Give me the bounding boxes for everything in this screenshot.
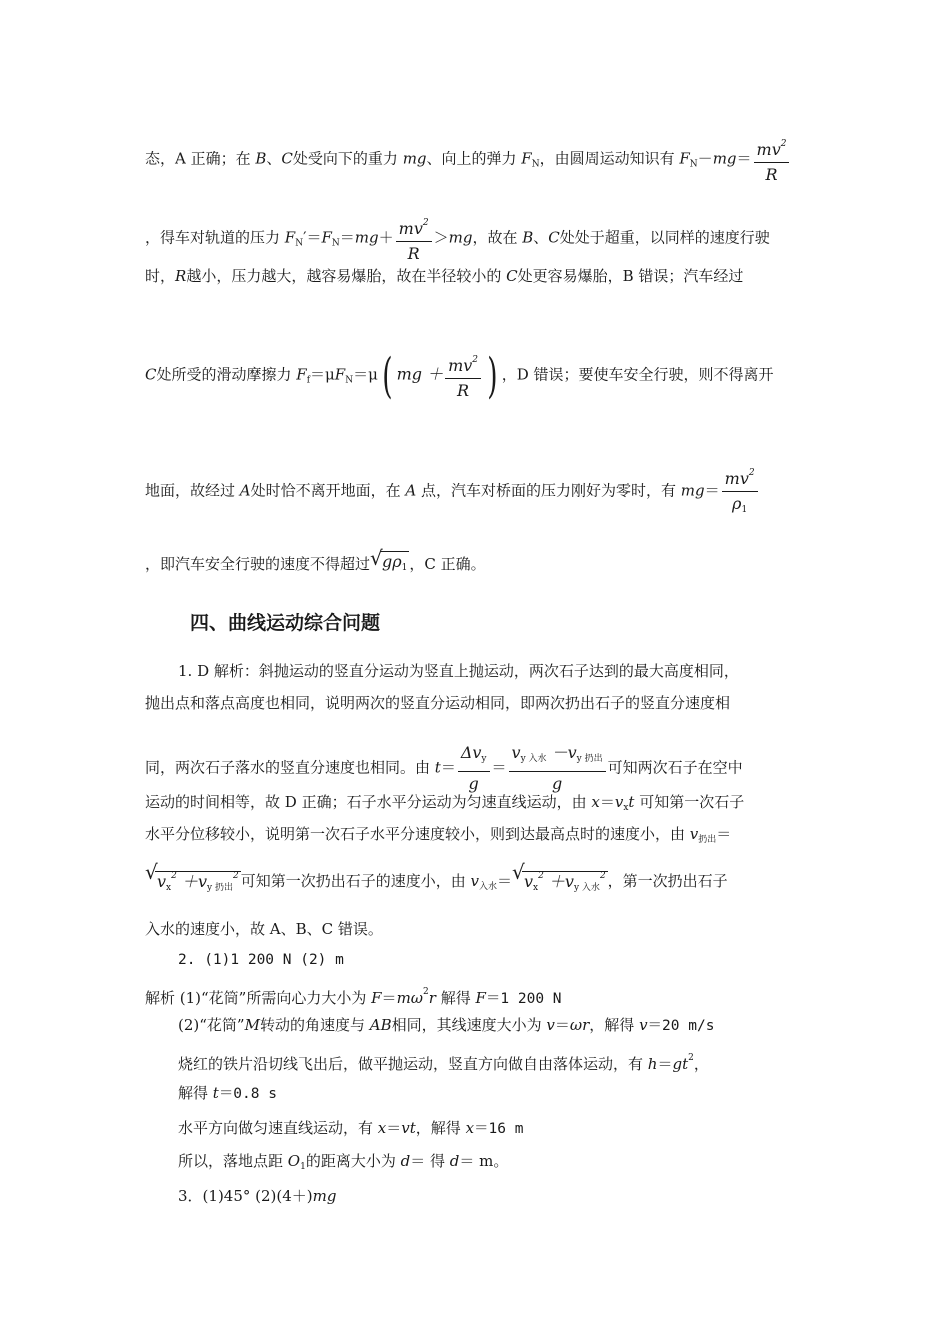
fraction (509, 743, 606, 794)
text-line-2 (145, 213, 770, 264)
q1-line-1 (178, 661, 739, 681)
var: t (628, 793, 635, 811)
var: M (244, 1016, 260, 1034)
subscript: N (531, 159, 540, 170)
subscript: 1 (741, 505, 748, 515)
q2-line-2 (145, 982, 562, 1009)
var: R (175, 267, 187, 285)
var: x (591, 793, 600, 811)
text: ′＝ (303, 228, 322, 247)
var: F (284, 228, 296, 247)
var: t (434, 758, 441, 777)
subscript: x (533, 883, 539, 893)
text: ，C 正确。 (409, 555, 486, 573)
var: B (255, 149, 267, 168)
text: ＋ (378, 228, 394, 247)
denominator: R (457, 381, 470, 400)
text: 可知第一次扔出石子的速度小，由 (240, 872, 471, 890)
var: mg (712, 149, 737, 168)
text: 烧红的铁片沿切线飞出后，做平抛运动，竖直方向做自由落体运动，有 (178, 1055, 648, 1073)
superscript: 2 (423, 987, 429, 997)
text: ＝ (716, 825, 732, 843)
var: r (428, 989, 436, 1007)
text: ，得车对轨道的压力 (145, 228, 285, 247)
denominator: g (468, 774, 479, 793)
text: ＝μ (353, 365, 378, 384)
text: ＝ (496, 872, 512, 890)
q1-line-7 (145, 919, 383, 939)
text: 运动的时间相等，故 D 正确；石子水平分运动为匀速直线运动，由 (145, 793, 592, 811)
denominator: ρ (732, 494, 742, 513)
text: 可知两次石子在空中 (607, 758, 743, 777)
var: v (614, 793, 624, 811)
text: 解得 (178, 1084, 213, 1102)
text: ＝ (736, 149, 752, 168)
var: ωr (569, 1016, 590, 1034)
q1-line-3 (145, 743, 743, 794)
subscript: N (295, 238, 304, 249)
text: ＝ (657, 1055, 673, 1073)
text: ＝ (339, 228, 355, 247)
text: 处处于超重，以同样的速度行驶 (559, 228, 770, 247)
var: F (475, 989, 486, 1007)
text-line-3 (145, 266, 743, 286)
q2-line-5 (178, 1083, 277, 1104)
text: 转动的角速度与 (259, 1016, 370, 1034)
var: mω (396, 989, 424, 1007)
var: h (647, 1055, 658, 1073)
var: F (371, 989, 382, 1007)
text: 抛出点和落点高度也相同，说明两次的竖直分运动相同，即两次扔出石子的竖直分速度相 (145, 694, 731, 712)
var: d (400, 1152, 411, 1170)
q2-line-1 (178, 950, 344, 970)
subscript: y 入水 (573, 883, 600, 893)
text: － (697, 149, 713, 168)
var: vt (401, 1119, 416, 1137)
text: 、 (533, 228, 549, 247)
var: x (465, 1119, 475, 1137)
q3-line-1 (178, 1186, 336, 1206)
text: 态，A 正确；在 (145, 149, 256, 168)
subscript: f (306, 375, 311, 386)
q2-line-7 (178, 1151, 508, 1177)
subscript: 1 (401, 563, 408, 573)
superscript: 2 (688, 1053, 694, 1063)
var: C (281, 149, 293, 168)
var: t (212, 1084, 219, 1102)
text-line-6 (145, 546, 486, 578)
subscript: 扔出 (698, 835, 717, 845)
fraction: $\frac{mv^2}{R}$ (396, 213, 432, 264)
var: C (506, 267, 518, 285)
var: AB (369, 1016, 392, 1034)
var: v (689, 825, 699, 843)
text: ，第一次扔出石子 (607, 872, 728, 890)
text: ＝ 得 (410, 1152, 450, 1170)
subscript: y 入水 (520, 754, 547, 764)
text: ＝ (491, 758, 507, 777)
subscript: 1 (300, 1162, 306, 1172)
text: ，即汽车安全行驶的速度不得超过 (145, 555, 371, 573)
right-paren: ) (487, 347, 498, 404)
numerator: mv (724, 469, 749, 488)
var: mg (680, 481, 705, 500)
subscript: y 扔出 (207, 883, 233, 893)
denominator: R (765, 165, 778, 184)
text: 解得 (435, 989, 476, 1007)
numerator: mv (448, 356, 473, 375)
q1-line-6 (145, 860, 728, 898)
radicand: gρ (382, 552, 402, 571)
text: 同，两次石子落水的竖直分速度也相同。由 (145, 758, 435, 777)
var: F (321, 228, 332, 247)
square-root: √ $g\rho_1$ (370, 546, 408, 573)
numerator: mv (398, 219, 423, 238)
text: 时， (145, 267, 176, 285)
var: A (405, 481, 417, 500)
radicand: ＋v (176, 872, 207, 891)
text: 入水的速度小，故 A、B、C 错误。 (145, 920, 383, 938)
text: ， (693, 1055, 709, 1073)
var: mg (312, 1187, 337, 1205)
text: 点，汽车对桥面的压力刚好为零时，有 (416, 481, 681, 500)
text-line-5 (145, 463, 760, 520)
denominator: g (551, 774, 563, 793)
text: 1. D 解析：斜抛运动的竖直分运动为竖直上抛运动，两次石子达到的最大高度相同， (178, 662, 739, 680)
var: v (546, 1016, 555, 1034)
text: ＝16 m (474, 1121, 524, 1137)
subscript: x (623, 803, 629, 813)
text: 处所受的滑动摩擦力 (156, 365, 297, 384)
denominator: R (407, 244, 420, 263)
text: ＝ (704, 481, 720, 500)
text-line-4 (145, 347, 774, 404)
var: C (145, 365, 157, 384)
subscript: N (689, 159, 698, 170)
text: ＝1 200 N (485, 991, 562, 1007)
numerator: mv (756, 140, 781, 159)
radicand: v (157, 872, 167, 891)
text: 所以，落地点距 (178, 1152, 288, 1170)
text: ＝ (599, 793, 615, 811)
var: mg (448, 228, 473, 247)
subscript: y 扔出 (576, 754, 603, 764)
q1-line-2 (145, 693, 730, 713)
var: F (334, 365, 346, 384)
subscript: 入水 (478, 882, 497, 892)
numerator: －v (546, 743, 577, 762)
subscript: y (481, 754, 487, 764)
radicand: v (523, 872, 534, 891)
radicand: ＋v (543, 872, 574, 891)
fraction: $\frac{mv^2}{R}$ (754, 134, 790, 185)
square-root: √ $v_x^2 +v_{y 扔出}^2$ (145, 860, 239, 893)
text: 水平分位移较小，说明第一次石子水平分速度较小，则到达最高点时的速度小，由 (145, 825, 690, 843)
text: 可知第一次石子 (634, 793, 745, 811)
text: ＝20 m/s (647, 1018, 715, 1034)
var: A (239, 481, 251, 500)
q1-line-4 (145, 792, 744, 818)
q2-line-4 (178, 1048, 709, 1074)
text: 3．(1)45° (2)(4＋) (178, 1187, 313, 1205)
text: ＝μ (310, 365, 335, 384)
numerator: v (511, 743, 521, 762)
subscript: N (331, 238, 340, 249)
var: O (287, 1152, 301, 1170)
text: ，D 错误；要使车安全行驶，则不得离开 (501, 365, 774, 384)
text: ，故在 (472, 228, 523, 247)
text: ，解得 (415, 1119, 466, 1137)
var: v (639, 1016, 648, 1034)
expression: mg ＋ (396, 364, 444, 384)
var: x (377, 1119, 387, 1137)
var: F (521, 149, 532, 168)
text: 、 (266, 149, 282, 168)
var: F (679, 149, 690, 168)
section-heading: 四、曲线运动综合问题 (190, 612, 381, 634)
superscript: 2 (599, 871, 606, 881)
text: 处受向下的重力 (292, 149, 403, 168)
text: ＝0.8 s (218, 1086, 277, 1102)
var: F (296, 365, 307, 384)
subscript: x (166, 883, 172, 893)
var: C (548, 228, 560, 247)
text: 、向上的弹力 (426, 149, 522, 168)
var: gt (672, 1055, 689, 1073)
var: mg (402, 149, 427, 168)
text: 的距离大小为 (305, 1152, 401, 1170)
subscript: N (345, 375, 354, 386)
superscript: 2 (232, 871, 239, 881)
text: 水平方向做匀速直线运动，有 (178, 1119, 378, 1137)
var: mg (354, 228, 379, 247)
var: d (449, 1152, 460, 1170)
text: ＞ (433, 228, 449, 247)
text: (2)“花筒” (178, 1016, 245, 1034)
text: 2. (1)1 200 N (2) m (178, 952, 344, 968)
text: 相同，其线速度大小为 (391, 1016, 547, 1034)
text: ，由圆周运动知识有 (539, 149, 680, 168)
text: ，解得 (589, 1016, 640, 1034)
superscript: 2 (538, 871, 544, 881)
text: 解析 (1)“花筒”所需向心力大小为 (145, 989, 372, 1007)
text: ＝ (440, 758, 456, 777)
text: ＝ (554, 1016, 570, 1034)
q1-line-5 (145, 824, 731, 850)
fraction: $\frac{mv^2}{\rho_1}$ (722, 463, 758, 520)
text: 处更容易爆胎，B 错误；汽车经过 (517, 267, 744, 285)
text-line-1 (145, 134, 791, 185)
text: 处时恰不离开地面，在 (250, 481, 406, 500)
square-root: √ $v_x^2 +v_{y 入水}^2$ (511, 860, 606, 893)
var: B (522, 228, 534, 247)
text: ＝ (381, 989, 397, 1007)
text: ＝ (386, 1119, 402, 1137)
q2-line-3 (178, 1015, 714, 1036)
fraction (458, 743, 490, 794)
fraction: $\frac{mv^2}{R}$ (445, 350, 481, 401)
text: 地面，故经过 (145, 481, 240, 500)
var: v (470, 872, 479, 890)
numerator: Δv (460, 743, 482, 762)
superscript: 2 (171, 871, 177, 881)
q2-line-6 (178, 1118, 523, 1139)
text: ＝ m。 (459, 1152, 509, 1170)
left-paren: ( (382, 347, 393, 404)
text: 越小，压力越大，越容易爆胎，故在半径较小的 (186, 267, 507, 285)
